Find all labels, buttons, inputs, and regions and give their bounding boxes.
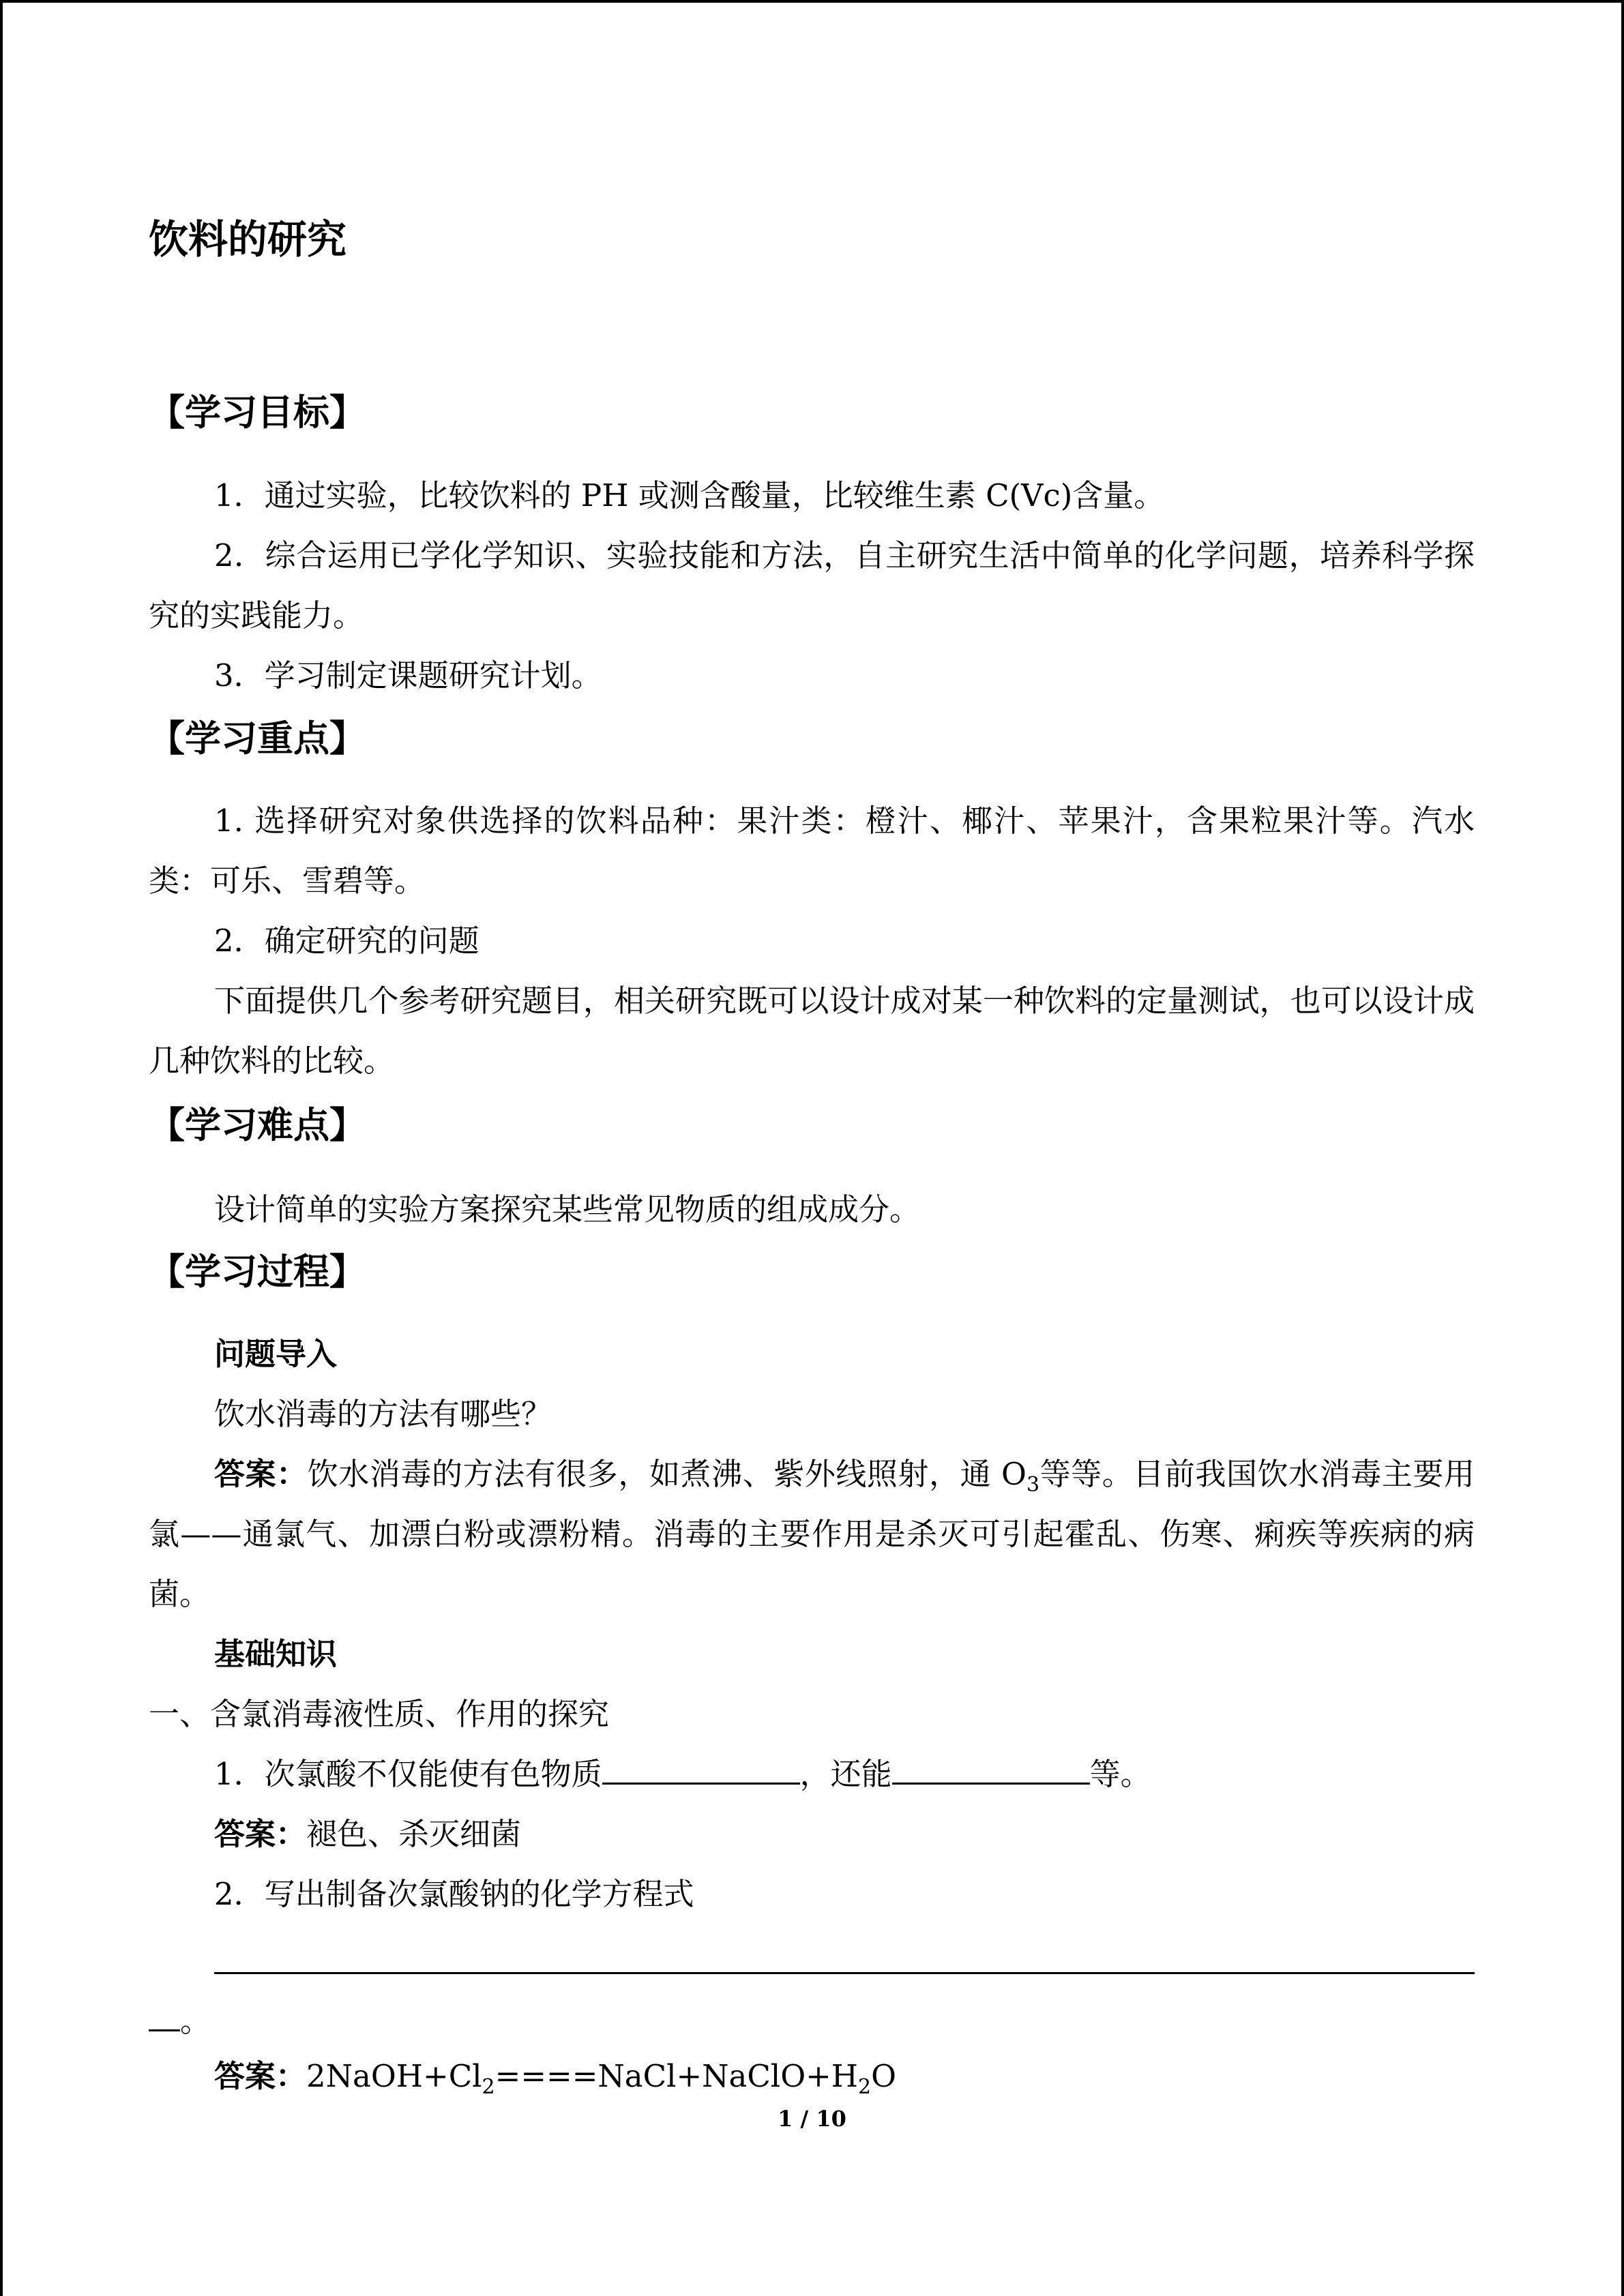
answer-blank-1[interactable] — [602, 1751, 800, 1785]
heading-process: 【学习过程】 — [149, 1251, 366, 1293]
equation-subscript-1: 2 — [482, 2075, 495, 2099]
key-point-item-3: 下面提供几个参考研究题目，相关研究既可以设计成对某一种饮料的定量测试，也可以设计成几种饮料的比较。 — [149, 983, 1475, 1079]
answer-line-short[interactable] — [149, 2002, 180, 2031]
key-point-item-2: 2．确定研究的问题 — [214, 923, 479, 959]
key-point-item-1: 1. 选择研究对象供选择的饮料品种：果汁类：橙汁、椰汁、苹果汁，含果粒果汁等。汽水类：可乐、雪碧等。 — [149, 803, 1475, 899]
equation-subscript-2: 2 — [858, 2075, 872, 2099]
basics-label: 基础知识 — [214, 1636, 338, 1672]
page-number: 1 / 10 — [778, 2106, 846, 2132]
question-2: 2．写出制备次氯酸钠的化学方程式 — [214, 1876, 694, 1912]
answer-label: 答案： — [214, 1456, 308, 1492]
intro-question: 饮水消毒的方法有哪些？ — [214, 1396, 552, 1432]
equation-part-2: ====NaCl+NaClO+H — [494, 2058, 859, 2094]
difficulty-item-1: 设计简单的实验方案探究某些常见物质的组成成分。 — [214, 1191, 921, 1227]
equation-part-3: O — [871, 2058, 897, 2094]
answer-line-tail — [149, 1991, 211, 2051]
objective-item-3: 3．学习制定课题研究计划。 — [214, 657, 602, 694]
answer-1-label: 答案： — [214, 1816, 307, 1852]
intro-label: 问题导入 — [214, 1336, 338, 1372]
answer-2-label: 答案： — [214, 2058, 307, 2094]
answer-1-text: 褪色、杀灭细菌 — [306, 1816, 522, 1852]
question-1 — [149, 1744, 1475, 1804]
heading-objectives: 【学习目标】 — [149, 392, 366, 434]
heading-key-points: 【学习重点】 — [149, 718, 366, 760]
question-2-end: 。 — [180, 2003, 211, 2039]
answer-text-2: 等等。目前我国饮水消毒主要用氯——通氯气、加漂白粉或漂粉精。消毒的主要作用是杀灭可引起霍乱、伤寒、痢疾等疾病的病菌。 — [149, 1456, 1475, 1612]
answer-blank-2[interactable] — [892, 1751, 1090, 1785]
objective-item-1: 1．通过实验，比较饮料的 PH 或测含酸量，比较维生素 C(Vc)含量。 — [214, 477, 1165, 513]
answer-text-1: 饮水消毒的方法有很多，如煮沸、紫外线照射，通 O — [307, 1456, 1027, 1492]
equation-part-1: 2NaOH+Cl — [306, 2058, 482, 2094]
subsection-title: 一、含氯消毒液性质、作用的探究 — [149, 1696, 610, 1732]
question-1-text-2: ，还能 — [799, 1756, 892, 1792]
document-title: 饮料的研究 — [149, 216, 347, 263]
question-1-text-1: 1．次氯酸不仅能使有色物质 — [214, 1756, 602, 1792]
answer-2 — [149, 2046, 1475, 2106]
objective-item-2: 2．综合运用已学化学知识、实验技能和方法，自主研究生活中简单的化学问题，培养科学探究的实践能力。 — [149, 537, 1475, 633]
intro-answer — [149, 1444, 1475, 1624]
answer-line-long[interactable] — [214, 1972, 1475, 1974]
question-1-text-3: 等。 — [1089, 1756, 1151, 1792]
heading-difficulties: 【学习难点】 — [149, 1105, 366, 1146]
answer-1 — [149, 1804, 1475, 1864]
answer-subscript: 3 — [1026, 1473, 1040, 1497]
